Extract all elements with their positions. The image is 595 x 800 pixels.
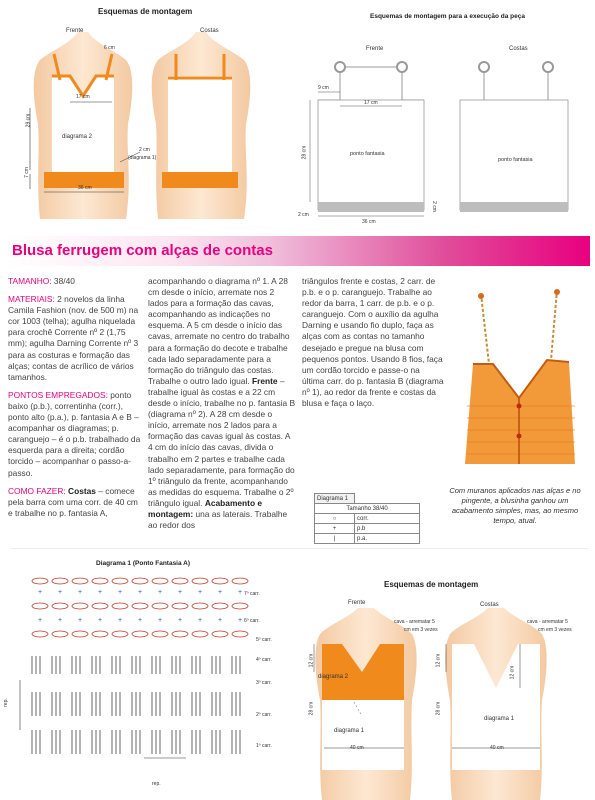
stitch-corr (172, 603, 188, 609)
diagram1-chart (10, 570, 250, 766)
cava-right-1: cava - arrematar 5 (527, 619, 568, 625)
row-label-2: 2º carr. (256, 712, 272, 718)
label-r-ponto-fantasia-1: ponto fantasia (350, 151, 385, 157)
label-r-2cm-right: 2 cm (430, 201, 437, 212)
stitch-corr (192, 631, 208, 637)
stitch-pb: + (138, 617, 143, 624)
bottom-l-28cm: 28 cm (308, 701, 315, 716)
stitch-pb: + (58, 589, 63, 596)
rep-left: rep. (2, 698, 9, 707)
divider (10, 548, 588, 549)
cava-left-2: cm em 3 vezes (404, 627, 438, 633)
stitch-corr (132, 603, 148, 609)
stitch-corr (192, 603, 208, 609)
stitch-corr (32, 603, 48, 609)
stitch-corr (72, 631, 88, 637)
stitch-corr (92, 578, 108, 584)
legend-table (314, 493, 420, 544)
bottom-r-40cm: 40 cm (490, 745, 504, 751)
stitch-pb: + (178, 617, 183, 624)
label-costas: Costas (200, 28, 219, 34)
bottom-l-diag1: diagrama 1 (334, 728, 365, 734)
col2-text-2: – trabalhe igual às costas e a 22 cm desde o início, trabalhe no p. fantasia B (diagrama nº 2). A 28 cm desde o início, arremate nos 2 lados para a formação das cavas igual às costas. A 4 cm do início das cavas, divida o trabalho em 2 partes e trabalhe cada lado separadamente, para formação do 1º triângulo da frente, acompanhando as medidas do esquema. Trabalhe o 2º triângulo igual. (148, 375, 296, 508)
legend-subtitle: Tamanho 38/40 (315, 504, 420, 514)
label-r-ponto-fantasia-2: ponto fantasia (498, 157, 533, 163)
col3-text: triângulos frente e costas, 2 carr. de p.b. e o p. caranguejo. Trabalhe ao redor da barra, 1 carr. de p.b. e o p. caranguejo. Com o auxílio da agulha Darning e usando fio duplo, faça as alças com as contas no tamanho desejado e pregue na blusa com pequenos pontos. Usando 8 fios, faça um cordão torcido e passe-o na última carr. do p. fantasia B (diagrama nº 1), ao redor da frente e costas da blusa e faça o laço. (302, 276, 444, 409)
top-left-title: Esquemas de montagem (98, 7, 193, 16)
legend-symbol-pa: | (315, 534, 355, 544)
stitch-corr (232, 603, 248, 609)
stitch-corr (152, 578, 168, 584)
bottom-r-12cm: 12 cm (435, 653, 442, 668)
bottom-title: Esquemas de montagem (384, 580, 479, 589)
top-left-mannequins (0, 14, 300, 236)
top-right-schemes (300, 22, 595, 236)
legend-title: Diagrama 1 (315, 494, 355, 504)
bottom-l-diag2: diagrama 2 (318, 674, 349, 680)
stitch-corr (212, 603, 228, 609)
label-frente-right: Frente (366, 46, 384, 52)
stitch-pb: + (158, 617, 163, 624)
row-label-6: 6º carr. (244, 618, 260, 624)
row-label-7: 7º carr. (244, 591, 260, 597)
row-label-3: 3º carr. (256, 680, 272, 686)
stitch-corr (112, 631, 128, 637)
stitch-corr (192, 578, 208, 584)
label-29cm: 29 cm (25, 113, 32, 128)
stitch-corr (152, 631, 168, 637)
como-fazer-text: – comece pela barra com uma corr. de 40 cm e trabalhe no p. fantasia A, (8, 485, 138, 518)
stitch-pb: + (218, 589, 223, 596)
stitch-pb: + (238, 617, 243, 624)
stitch-corr (132, 578, 148, 584)
stitch-pb: + (158, 589, 163, 596)
rep-bottom: rep. (152, 781, 161, 787)
stitch-pb: + (118, 617, 123, 624)
label-r-28cm: 28 cm (301, 145, 308, 160)
stitch-corr (92, 603, 108, 609)
label-r-36cm: 36 cm (362, 219, 376, 225)
photo-blouse (453, 286, 588, 476)
label-r-2cm: 2 cm (298, 212, 309, 218)
column-3 (302, 276, 444, 409)
stitch-pb: + (238, 589, 243, 596)
label-7cm: 7 cm (23, 167, 30, 178)
bottom-l-12cm: 12 cm (308, 653, 315, 668)
acabamento-bold: Acabamento e montagem: (148, 497, 263, 519)
cava-left-1: cava - arrematar 5 (394, 619, 435, 625)
legend-label-pb: p.b (355, 524, 420, 534)
bottom-r-12cm-v: 12 cm (509, 665, 516, 680)
stitch-pb: + (198, 589, 203, 596)
col2-text-3: una as laterais. Trabalhe ao redor dos (148, 508, 288, 531)
legend-symbol-corr: ○ (315, 514, 355, 524)
label-2cm-diag: 2 cm (139, 147, 150, 153)
pontos-label: PONTOS EMPREGADOS: (8, 389, 108, 400)
stitch-pb: + (178, 589, 183, 596)
bottom-l-40cm: 40 cm (350, 745, 364, 751)
stitch-corr (32, 631, 48, 637)
stitch-pb: + (218, 617, 223, 624)
column-2 (148, 276, 296, 531)
stitch-corr (152, 603, 168, 609)
label-r-17cm: 17 cm (364, 100, 378, 106)
label-frente: Frente (66, 28, 84, 34)
legend-label-corr: corr. (355, 514, 420, 524)
top-right-title: Esquemas de montagem para a execução da peça (370, 13, 525, 20)
diagram1-title: Diagrama 1 (Ponto Fantasia A) (96, 560, 191, 567)
stitch-pb: + (38, 589, 43, 596)
pontos-text: ponto baixo (p.b.), correntinha (corr.), ponto alto (p.a.), p. fantasia A e B – acompanhar os diagramas; p. caranguejo – é o p.b. trabalhado da esquerda para a direita; cordão torcido – acompanhar o passo-a-passo. (8, 389, 141, 478)
column-1 (8, 276, 144, 519)
stitch-corr (72, 578, 88, 584)
stitch-pb: + (98, 589, 103, 596)
stitch-corr (232, 631, 248, 637)
label-36cm: 36 cm (78, 185, 92, 191)
stitch-corr (52, 578, 68, 584)
legend-symbol-pb: + (315, 524, 355, 534)
stitch-pb: + (198, 617, 203, 624)
row-label-5: 5º carr. (256, 637, 272, 643)
label-diagrama-1-paren: (diagrama 1) (128, 155, 157, 161)
stitch-corr (112, 578, 128, 584)
stitch-pb: + (98, 617, 103, 624)
stitch-corr (32, 578, 48, 584)
col2-text-1: acompanhando o diagrama nº 1. A 28 cm desde o início, arremate nos 2 lados para a formação das cavas, acompanhando as indicações no esquema. A 5 cm desde o início das cavas, arremate no centro do trabalho para a formação do decote e trabalhe cada lado separadamente para a formação do triângulo das costas. Trabalhe o outro lado igual. (148, 276, 290, 386)
tamanho-value: 38/40 (53, 276, 75, 286)
stitch-corr (212, 631, 228, 637)
stitch-corr (172, 631, 188, 637)
como-fazer-label: COMO FAZER: (8, 485, 66, 496)
stitch-corr (172, 578, 188, 584)
stitch-pb: + (78, 589, 83, 596)
stitch-corr (132, 631, 148, 637)
row-label-4: 4º carr. (256, 657, 272, 663)
stitch-corr (92, 631, 108, 637)
stitch-corr (212, 578, 228, 584)
bottom-r-diag1: diagrama 1 (484, 716, 515, 722)
label-r-9cm: 9 cm (318, 85, 329, 91)
legend-label-pa: p.a. (355, 534, 420, 544)
stitch-corr (52, 631, 68, 637)
costas-bold: Costas (68, 485, 96, 496)
stitch-corr (112, 603, 128, 609)
bottom-frente: Frente (348, 600, 366, 606)
stitch-corr (72, 603, 88, 609)
stitch-corr (52, 603, 68, 609)
tamanho-label: TAMANHO: (8, 276, 52, 286)
materiais-text: 2 novelos da linha Camila Fashion (nov. de 500 m) na cor 1003 (telha); agulha niquelada para crochê Corrente nº 2 (1,75 mm); agulha Darning Corrente nº 3 para as costuras e formação das alças; contas de acrílico de vários tamanhos. (8, 294, 139, 382)
stitch-pb: + (38, 617, 43, 624)
label-diagrama-2: diagrama 2 (62, 134, 93, 140)
stitch-pb: + (118, 589, 123, 596)
label-17cm: 17 cm (76, 94, 90, 100)
frente-bold: Frente (251, 375, 278, 386)
stitch-corr (232, 578, 248, 584)
photo-caption: Com muranos aplicados nas alças e no pingente, a blusinha ganhou um acabamento simples, mas, ao mesmo tempo, atual. (449, 486, 581, 525)
stitch-pb: + (138, 589, 143, 596)
stitch-grid (32, 578, 248, 754)
page-title: Blusa ferrugem com alças de contas (12, 242, 273, 259)
cava-right-2: cm em 3 vezes (538, 627, 572, 633)
materiais-label: MATERIAIS: (8, 294, 55, 305)
stitch-pb: + (58, 617, 63, 624)
row-label-1: 1º carr. (256, 743, 272, 749)
stitch-pb: + (78, 617, 83, 624)
bottom-costas: Costas (480, 602, 499, 608)
label-costas-right: Costas (509, 46, 528, 52)
bottom-r-28cm: 28 cm (435, 701, 442, 716)
label-6cm: 6 cm (104, 45, 115, 51)
